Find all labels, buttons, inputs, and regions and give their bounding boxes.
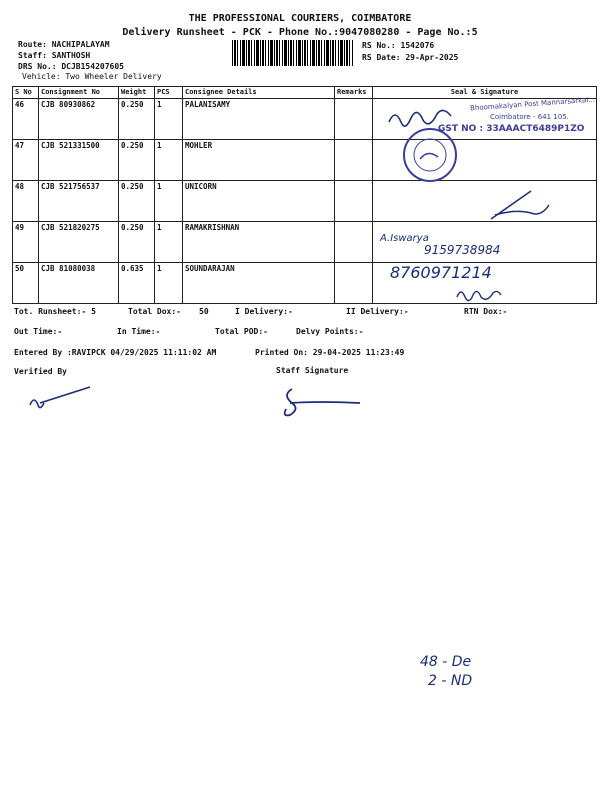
col-header-consignment: Consignment No [39, 87, 119, 99]
signature-row50 [455, 285, 505, 303]
printed-on: Printed On: 29-04-2025 11:23:49 [255, 348, 405, 357]
cell-consignee: MOHLER [183, 140, 335, 181]
cell-weight: 0.635 [119, 263, 155, 304]
col-header-remarks: Remarks [335, 87, 373, 99]
cell-consignee: SOUNDARAJAN [183, 263, 335, 304]
in-time: In Time:- [117, 327, 161, 336]
company-title: THE PROFESSIONAL COURIERS, COIMBATORE [188, 13, 412, 24]
table-row [13, 222, 597, 263]
total-dox-value: 50 [199, 307, 209, 316]
i-delivery: I Delivery:- [235, 307, 293, 316]
cell-consignee: PALANISAMY [183, 99, 335, 140]
col-header-weight: Weight [119, 87, 155, 99]
stamp-line-2: Coimbatore - 641 105. [490, 113, 569, 121]
handwritten-name-row49: A.Iswarya [380, 233, 429, 244]
rtn-dox: RTN Dox:- [464, 307, 508, 316]
col-header-pcs: PCS [155, 87, 183, 99]
handwritten-phone-row49: 9159738984 [424, 243, 501, 257]
cell-weight: 0.250 [119, 181, 155, 222]
cell-consignment: CJB 521331500 [39, 140, 119, 181]
col-header-sno: S No [13, 87, 39, 99]
cell-pcs: 1 [155, 140, 183, 181]
runsheet-title: Delivery Runsheet - PCK - Phone No.:9047080280 - Page No.:5 [122, 27, 478, 38]
cell-weight: 0.250 [119, 99, 155, 140]
staff-signature-label: Staff Signature [276, 366, 349, 375]
cell-consignee: UNICORN [183, 181, 335, 222]
handwritten-note-1: 48 - De [420, 654, 472, 670]
cell-consignee: RAMAKRISHNAN [183, 222, 335, 263]
table-header-row [13, 87, 597, 99]
cell-pcs: 1 [155, 99, 183, 140]
handwritten-note-2: 2 - ND [428, 673, 473, 689]
cell-sno: 50 [13, 263, 39, 304]
barcode [232, 40, 354, 66]
drs-field: DRS No.: DCJB154207605 [18, 62, 124, 71]
staff-field: Staff: SANTHOSH [18, 51, 91, 60]
signature-row46 [385, 100, 475, 140]
cell-pcs: 1 [155, 222, 183, 263]
cell-weight: 0.250 [119, 222, 155, 263]
route-field: Route: NACHIPALAYAM [18, 40, 110, 49]
cell-consignment: CJB 80930862 [39, 99, 119, 140]
ii-delivery: II Delivery:- [346, 307, 409, 316]
cell-sno: 46 [13, 99, 39, 140]
staff-signature [280, 385, 370, 419]
cell-remarks [335, 263, 373, 304]
cell-remarks [335, 99, 373, 140]
out-time: Out Time:- [14, 327, 63, 336]
cell-sno: 48 [13, 181, 39, 222]
cell-sno: 47 [13, 140, 39, 181]
handwritten-phone-row50: 8760971214 [390, 263, 492, 282]
verified-by-label: Verified By [14, 367, 67, 376]
total-pod: Total POD:- [215, 327, 268, 336]
cell-pcs: 1 [155, 181, 183, 222]
cell-pcs: 1 [155, 263, 183, 304]
verified-signature [26, 385, 96, 415]
rs-date-field: RS Date: 29-Apr-2025 [362, 53, 459, 62]
cell-sno: 49 [13, 222, 39, 263]
stamp-gst: GST NO : 33AAACT6489P1ZO [438, 124, 585, 134]
total-dox-label: Total Dox:- [128, 307, 181, 316]
cell-remarks [335, 140, 373, 181]
table-row [13, 263, 597, 304]
col-header-consignee: Consignee Details [183, 87, 335, 99]
cell-consignment: CJB 521820275 [39, 222, 119, 263]
cell-remarks [335, 222, 373, 263]
cell-consignment: CJB 81080038 [39, 263, 119, 304]
table-row [13, 140, 597, 181]
signature-row48 [485, 185, 555, 225]
vehicle-field: Vehicle: Two Wheeler Delivery [22, 72, 162, 81]
rs-no-field: RS No.: 1542076 [362, 41, 435, 50]
tot-runsheet: Tot. Runsheet:- 5 [14, 307, 96, 316]
cell-weight: 0.250 [119, 140, 155, 181]
cell-remarks [335, 181, 373, 222]
cell-consignment: CJB 521756537 [39, 181, 119, 222]
stamp-line-1: Bhoomakalyan Post Mannarsarkal... [469, 95, 596, 113]
col-header-seal: Seal & Signature [373, 87, 597, 99]
delvy-points: Delvy Points:- [296, 327, 364, 336]
entered-by: Entered By :RAVIPCK 04/29/2025 11:11:02 AM [14, 348, 217, 357]
